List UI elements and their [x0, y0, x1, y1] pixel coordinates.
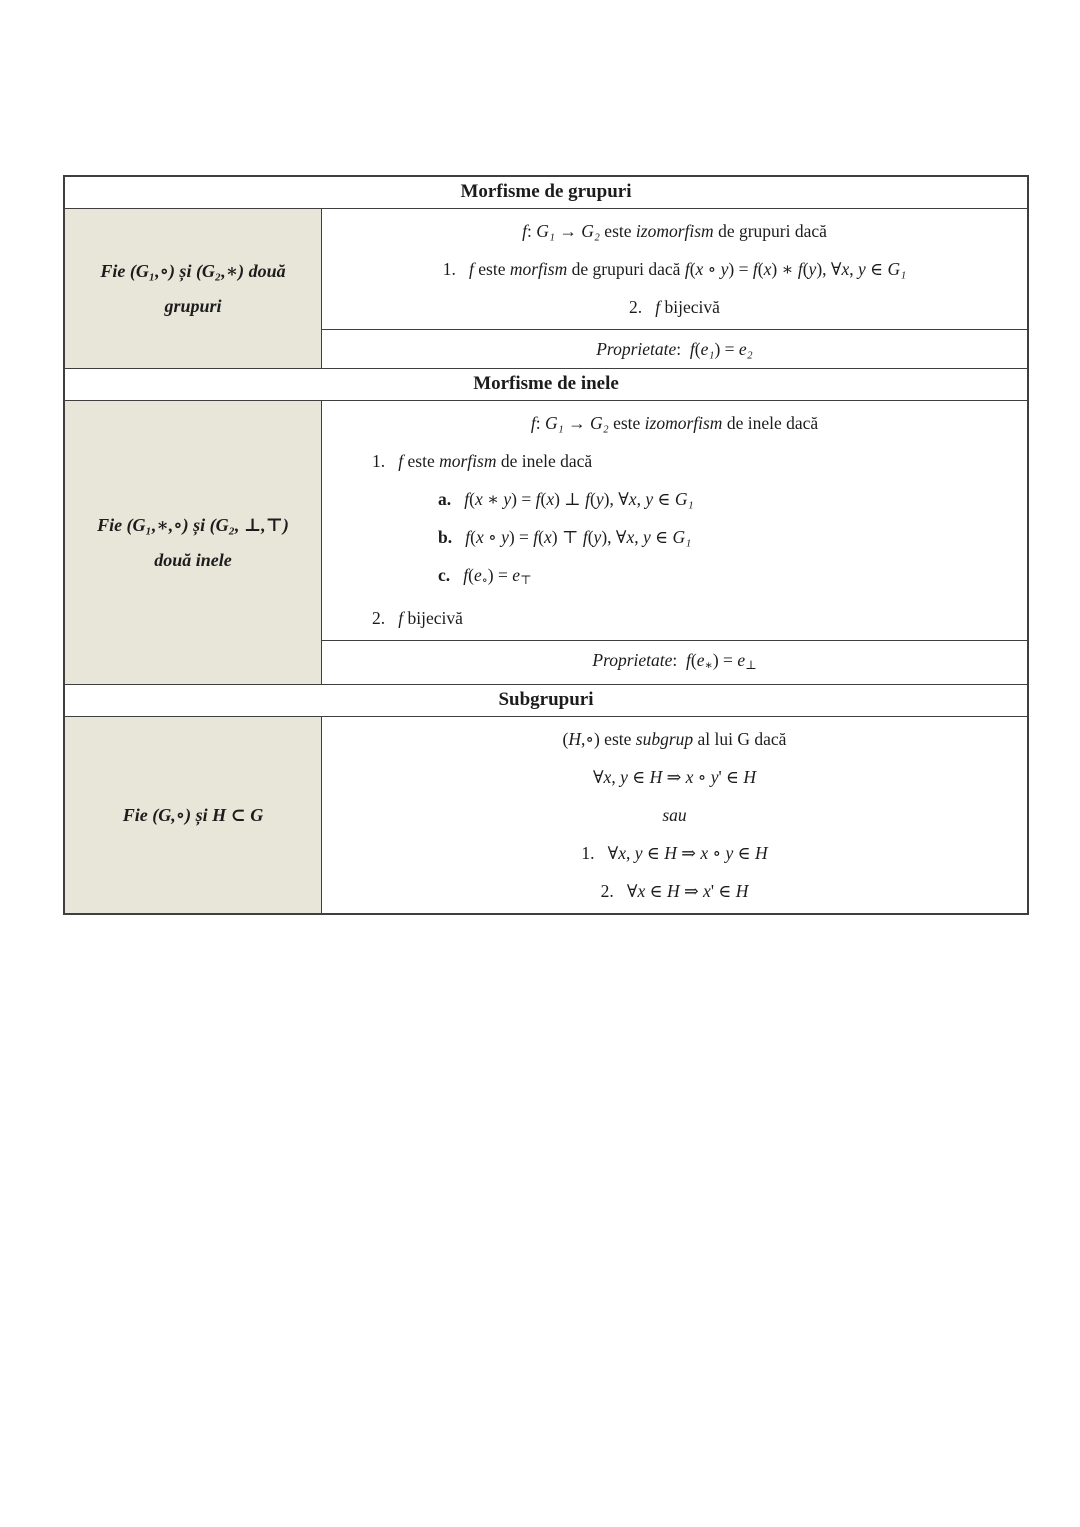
formula-line: [326, 212, 1023, 250]
formula-segment: ∀: [592, 767, 604, 788]
formula-segment: ∘: [693, 767, 711, 788]
content-column: [322, 401, 1027, 684]
formula-segment: x: [474, 489, 483, 509]
formula-segment: y: [634, 843, 643, 864]
formula-segment: ' ∈: [718, 767, 744, 788]
formula-segment: x: [618, 843, 626, 864]
formula-line: [326, 834, 1023, 872]
formula-segment: y: [858, 259, 866, 279]
formula-segment: ∘: [483, 527, 502, 547]
formula-segment: ), ∀: [816, 259, 842, 279]
formula-segment: ,: [849, 259, 858, 279]
formula-segment: x: [544, 527, 552, 547]
formula-segment: ∘: [703, 259, 721, 279]
formula-segment: y: [645, 489, 654, 509]
formula-segment: b.: [438, 527, 466, 547]
formula-segment: f: [689, 339, 695, 359]
property-line: [326, 641, 1023, 684]
definition-cell: [65, 401, 322, 684]
formula-segment: de inele dacă: [496, 451, 593, 471]
formula-segment: bijecivă: [403, 608, 463, 629]
formula-segment: e₁: [700, 339, 715, 359]
formula-segment: y: [710, 767, 719, 788]
formula-segment: G₁: [887, 259, 907, 279]
formula-segment: H: [743, 767, 757, 788]
formula-segment: ∗: [482, 489, 504, 509]
section-morfisme-inele: [65, 368, 1027, 684]
formula-segment: H: [568, 729, 582, 750]
formula-line: [326, 872, 1023, 910]
section-body: [65, 401, 1027, 684]
content-cell: [322, 209, 1027, 329]
formula-segment: f: [522, 221, 527, 241]
formula-segment: f: [752, 259, 758, 279]
math-notes-table: [63, 175, 1029, 915]
formula-segment: x: [700, 843, 709, 864]
formula-segment: x: [695, 259, 704, 279]
formula-segment: a.: [438, 489, 465, 509]
formula-segment: ∘: [708, 843, 726, 864]
formula-segment: H: [649, 767, 663, 788]
formula-segment: Proprietate: [596, 339, 677, 359]
formula-segment: (: [690, 650, 697, 671]
formula-segment: ∈: [645, 881, 667, 902]
formula-segment: ,: [611, 767, 621, 788]
formula-segment: f: [655, 297, 661, 317]
formula-segment: ⇒: [662, 767, 686, 788]
formula-segment: 2.: [372, 608, 399, 629]
formula-segment: (: [540, 489, 547, 509]
formula-line: [326, 480, 1023, 518]
formula-segment: morfism: [509, 259, 568, 279]
formula-segment: ,: [626, 843, 635, 864]
formula-segment: morfism: [439, 451, 497, 471]
formula-segment: izomorfism: [635, 221, 714, 241]
formula-segment: Proprietate: [592, 650, 673, 671]
formula-segment: x: [603, 767, 612, 788]
section-header: Morfisme de inele: [65, 369, 1027, 401]
formula-segment: ), ∀: [603, 489, 629, 509]
formula-segment: ∈: [865, 259, 888, 279]
formula-segment: f: [469, 259, 474, 279]
formula-segment: ∗: [704, 658, 713, 673]
formula-segment: e: [473, 565, 482, 585]
formula-segment: :: [535, 413, 545, 433]
formula-segment: 2. ∀: [600, 881, 638, 902]
formula-segment: y: [501, 527, 509, 547]
formula-segment: ∈: [650, 527, 673, 547]
formula-segment: x: [626, 527, 635, 547]
definition-line: două inele: [154, 549, 232, 570]
definition-cell: [65, 209, 322, 368]
formula-segment: :: [676, 339, 690, 359]
formula-segment: x: [763, 259, 772, 279]
formula-segment: ∈: [627, 767, 650, 788]
formula-segment: ' ∈: [710, 881, 736, 902]
formula-segment: este: [608, 413, 645, 433]
formula-segment: f: [582, 527, 588, 547]
section-header: Morfisme de grupuri: [65, 177, 1027, 209]
formula-segment: G₁: [536, 221, 555, 241]
formula-segment: (: [469, 489, 475, 509]
section-body: [65, 209, 1027, 368]
formula-segment: f: [797, 259, 803, 279]
formula-segment: ) =: [508, 527, 534, 547]
formula-segment: f: [535, 489, 541, 509]
formula-segment: G₂: [581, 221, 600, 241]
formula-segment: G₂: [589, 413, 609, 433]
formula-segment: y: [725, 843, 734, 864]
formula-segment: y: [503, 489, 512, 509]
formula-segment: y: [642, 527, 651, 547]
definition-line: Fie (G₁,∘) și (G₂,∗) două: [100, 260, 286, 281]
formula-segment: ) =: [487, 565, 513, 585]
formula-segment: este: [599, 221, 636, 241]
formula-segment: ⇒: [676, 843, 701, 864]
formula-segment: :: [672, 650, 687, 671]
formula-segment: sau: [662, 805, 687, 826]
formula-segment: c.: [438, 565, 464, 585]
formula-segment: ⇒: [679, 881, 704, 902]
formula-segment: f: [398, 451, 404, 471]
formula-segment: (: [587, 527, 594, 547]
formula-segment: ) ⊥: [554, 489, 586, 509]
formula-line: [326, 556, 1023, 599]
formula-segment: x: [841, 259, 850, 279]
content-column: [322, 717, 1027, 913]
formula-segment: (: [470, 527, 476, 547]
formula-segment: f: [585, 489, 591, 509]
formula-segment: ∈: [642, 843, 665, 864]
formula-segment: este: [403, 451, 440, 471]
formula-segment: ,∘) este: [581, 729, 636, 750]
definition-line: Fie (G,∘) și H ⊂ G: [122, 804, 264, 825]
content-column: [322, 209, 1027, 368]
formula-segment: →: [563, 413, 590, 433]
formula-segment: (: [757, 259, 764, 279]
formula-segment: de grupuri dacă: [713, 221, 827, 241]
formula-segment: f: [530, 413, 536, 433]
formula-line: [326, 404, 1023, 442]
formula-segment: bijecivă: [660, 297, 720, 317]
formula-segment: al lui G dacă: [693, 729, 787, 750]
formula-segment: ,: [634, 527, 643, 547]
definition-line: grupuri: [164, 295, 222, 316]
formula-segment: y: [593, 527, 602, 547]
formula-segment: e₂: [738, 339, 753, 359]
formula-segment: izomorfism: [644, 413, 723, 433]
formula-segment: x: [703, 881, 711, 902]
formula-segment: ), ∀: [601, 527, 627, 547]
formula-segment: f: [463, 565, 469, 585]
property-row: [322, 640, 1027, 684]
formula-segment: de inele dacă: [722, 413, 819, 433]
formula-segment: ,: [636, 489, 646, 509]
formula-segment: 1. ∀: [581, 843, 619, 864]
formula-segment: H: [664, 843, 677, 864]
formula-segment: f: [465, 527, 471, 547]
formula-segment: y: [620, 767, 628, 788]
formula-segment: (: [694, 339, 701, 359]
formula-segment: x: [685, 767, 694, 788]
formula-line: [326, 288, 1023, 326]
property-row: [322, 329, 1027, 368]
section-subgrupuri: [65, 684, 1027, 913]
formula-segment: →: [554, 221, 582, 241]
formula-segment: (: [590, 489, 596, 509]
formula-segment: ) =: [728, 259, 753, 279]
formula-segment: :: [526, 221, 537, 241]
formula-segment: H: [735, 881, 749, 902]
formula-segment: ⊥: [745, 658, 757, 673]
formula-segment: ) ∗: [771, 259, 798, 279]
section-morfisme-grupuri: [65, 177, 1027, 368]
formula-segment: 2.: [629, 297, 656, 317]
formula-segment: ) ⊤: [551, 527, 583, 547]
content-cell: [322, 401, 1027, 640]
formula-line: [326, 720, 1023, 758]
formula-segment: (: [689, 259, 696, 279]
formula-segment: ∈: [653, 489, 675, 509]
formula-segment: x: [628, 489, 637, 509]
formula-segment: ) =: [712, 650, 738, 671]
formula-segment: H: [666, 881, 680, 902]
formula-segment: e: [696, 650, 705, 671]
formula-line: [326, 250, 1023, 288]
formula-line: [326, 599, 1023, 637]
section-header: Subgrupuri: [65, 685, 1027, 717]
formula-segment: de grupuri dacă: [567, 259, 685, 279]
formula-segment: G₁: [674, 489, 694, 509]
formula-segment: f: [398, 608, 404, 629]
formula-segment: x: [546, 489, 555, 509]
section-body: [65, 717, 1027, 913]
formula-segment: e: [512, 565, 521, 585]
formula-segment: H: [754, 843, 768, 864]
formula-segment: x: [637, 881, 646, 902]
formula-segment: este: [473, 259, 510, 279]
formula-segment: 1.: [442, 259, 469, 279]
formula-segment: (: [468, 565, 474, 585]
formula-line: [326, 442, 1023, 480]
formula-segment: f: [533, 527, 539, 547]
formula-segment: ∘: [481, 573, 488, 588]
formula-segment: (: [562, 729, 569, 750]
formula-segment: y: [595, 489, 604, 509]
formula-line: [326, 518, 1023, 556]
formula-segment: f: [686, 650, 691, 671]
formula-segment: 1.: [372, 451, 399, 471]
formula-segment: ) =: [511, 489, 536, 509]
formula-line: [326, 758, 1023, 796]
formula-line: [326, 796, 1023, 834]
formula-segment: f: [684, 259, 690, 279]
formula-segment: f: [464, 489, 470, 509]
definition-cell: [65, 717, 322, 913]
formula-segment: G₁: [672, 527, 692, 547]
definition-line: Fie (G₁,∗,∘) și (G₂, ⊥,⊤): [97, 514, 289, 535]
formula-segment: ⊤: [520, 573, 532, 588]
formula-segment: (: [802, 259, 809, 279]
formula-segment: ∈: [733, 843, 755, 864]
formula-segment: y: [808, 259, 817, 279]
formula-segment: y: [720, 259, 729, 279]
formula-segment: G₁: [544, 413, 564, 433]
formula-segment: (: [538, 527, 544, 547]
formula-segment: e: [737, 650, 746, 671]
property-line: [326, 330, 1023, 368]
content-cell: [322, 717, 1027, 913]
formula-segment: x: [475, 527, 484, 547]
formula-segment: subgrup: [635, 729, 694, 750]
formula-segment: ) =: [714, 339, 739, 359]
